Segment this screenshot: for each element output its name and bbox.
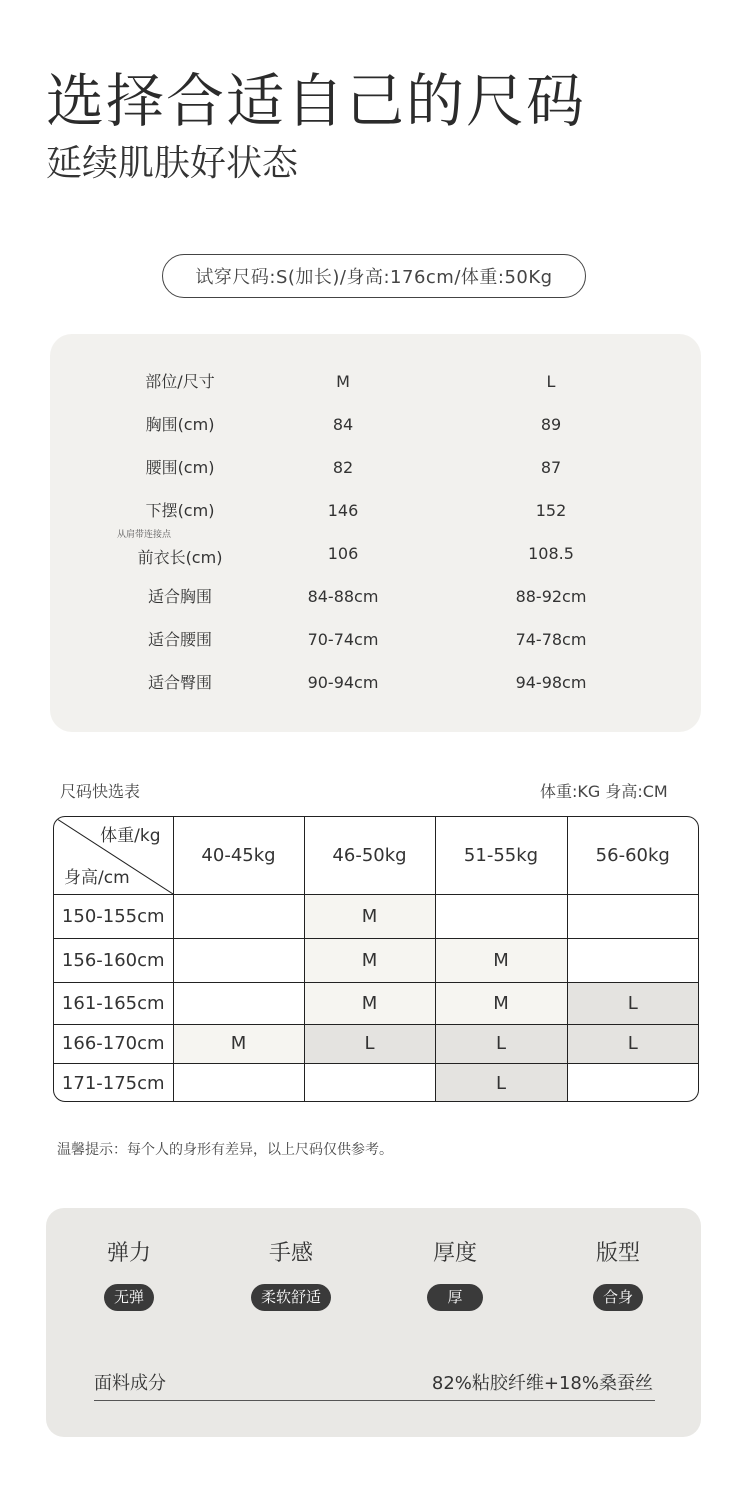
corner-height-label: 身高/cm <box>64 867 130 888</box>
composition-label: 面料成分 <box>94 1373 166 1394</box>
corner-weight-label: 体重/kg <box>100 826 161 846</box>
size-row <box>50 576 701 618</box>
weight-column-header: 40-45kg <box>173 817 304 894</box>
size-table-header <box>50 361 701 403</box>
size-cell: L <box>567 982 698 1024</box>
size-row <box>50 404 701 446</box>
size-part: 腰围(cm) <box>145 458 215 477</box>
size-part: 胸围(cm) <box>145 415 215 434</box>
size-part: 前衣长(cm) <box>137 548 223 567</box>
feature-elasticity <box>69 1234 189 1311</box>
height-row-header: 171-175cm <box>54 1063 173 1102</box>
feature-label: 版型 <box>595 1241 640 1266</box>
size-table-card <box>50 334 701 732</box>
size-m-value: 106 <box>327 544 359 563</box>
feature-feel <box>231 1234 351 1311</box>
size-cell <box>567 894 698 938</box>
size-header-part: 部位/尺寸 <box>145 372 215 391</box>
size-cell: L <box>435 1024 567 1063</box>
size-cell: M <box>304 938 435 982</box>
size-cell <box>567 938 698 982</box>
size-cell: M <box>435 938 567 982</box>
size-m-value: 90-94cm <box>307 673 379 692</box>
weight-column-header: 46-50kg <box>304 817 435 894</box>
size-cell <box>173 982 304 1024</box>
quick-select-title: 尺码快选表 <box>60 782 141 801</box>
composition-value: 82%粘胶纤维+18%桑蚕丝 <box>431 1373 653 1394</box>
feature-tag: 合身 <box>593 1284 643 1311</box>
divider <box>94 1400 655 1401</box>
page-subtitle: 延续肌肤好状态 <box>46 143 299 184</box>
size-cell: M <box>304 982 435 1024</box>
feature-tag: 无弹 <box>104 1284 154 1311</box>
feature-label: 厚度 <box>432 1241 477 1266</box>
table-row <box>54 1024 698 1063</box>
size-tip: 温馨提示：每个人的身形有差异，以上尺码仅供参考。 <box>57 1142 393 1158</box>
size-l-value: 87 <box>540 458 562 477</box>
size-m-value: 84 <box>332 415 354 434</box>
fit-info-pill: 试穿尺码:S(加长)/身高:176cm/体重:50Kg <box>162 254 586 298</box>
size-m-value: 70-74cm <box>307 630 379 649</box>
size-part: 适合胸围 <box>147 587 212 606</box>
size-header-l: L <box>546 372 556 391</box>
weight-column-header: 56-60kg <box>567 817 698 894</box>
feature-tag: 厚 <box>427 1284 482 1311</box>
table-row <box>54 982 698 1024</box>
size-m-value: 82 <box>332 458 354 477</box>
size-part: 适合臀围 <box>147 673 212 692</box>
size-header-m: M <box>336 372 350 391</box>
size-l-value: 94-98cm <box>515 673 587 692</box>
fabric-card <box>46 1208 701 1437</box>
size-cell: M <box>173 1024 304 1063</box>
height-row-header: 161-165cm <box>54 982 173 1024</box>
size-cell: L <box>304 1024 435 1063</box>
size-cell <box>173 938 304 982</box>
size-cell <box>173 1063 304 1102</box>
size-row <box>50 530 701 575</box>
height-row-header: 150-155cm <box>54 894 173 938</box>
size-part: 下摆(cm) <box>145 501 215 520</box>
size-l-value: 89 <box>540 415 562 434</box>
size-row <box>50 619 701 661</box>
quick-select-units: 体重:KG 身高:CM <box>540 782 668 801</box>
size-l-value: 88-92cm <box>515 587 587 606</box>
weight-column-header: 51-55kg <box>435 817 567 894</box>
size-cell <box>173 894 304 938</box>
table-corner-cell <box>54 817 173 894</box>
feature-label: 弹力 <box>106 1241 151 1266</box>
table-row <box>54 938 698 982</box>
size-l-value: 108.5 <box>528 544 574 563</box>
size-row <box>50 662 701 704</box>
table-row <box>54 1063 698 1102</box>
feature-label: 手感 <box>268 1241 313 1266</box>
quick-select-table <box>53 816 699 1102</box>
size-l-value: 152 <box>535 501 567 520</box>
feature-fit <box>558 1234 678 1311</box>
feature-tag: 柔软舒适 <box>251 1284 331 1311</box>
table-row <box>54 894 698 938</box>
size-row <box>50 447 701 489</box>
size-cell: L <box>567 1024 698 1063</box>
page-title: 选择合适自己的尺码 <box>46 67 587 135</box>
size-cell <box>304 1063 435 1102</box>
size-part-note: 从肩带连接点 <box>117 530 172 540</box>
size-cell: M <box>304 894 435 938</box>
size-m-value: 84-88cm <box>307 587 379 606</box>
size-m-value: 146 <box>327 501 359 520</box>
size-cell: M <box>435 982 567 1024</box>
height-row-header: 156-160cm <box>54 938 173 982</box>
size-cell: L <box>435 1063 567 1102</box>
size-cell <box>435 894 567 938</box>
height-row-header: 166-170cm <box>54 1024 173 1063</box>
size-part: 适合腰围 <box>147 630 212 649</box>
size-cell <box>567 1063 698 1102</box>
feature-thickness <box>395 1234 515 1311</box>
size-l-value: 74-78cm <box>515 630 587 649</box>
size-row <box>50 490 701 532</box>
